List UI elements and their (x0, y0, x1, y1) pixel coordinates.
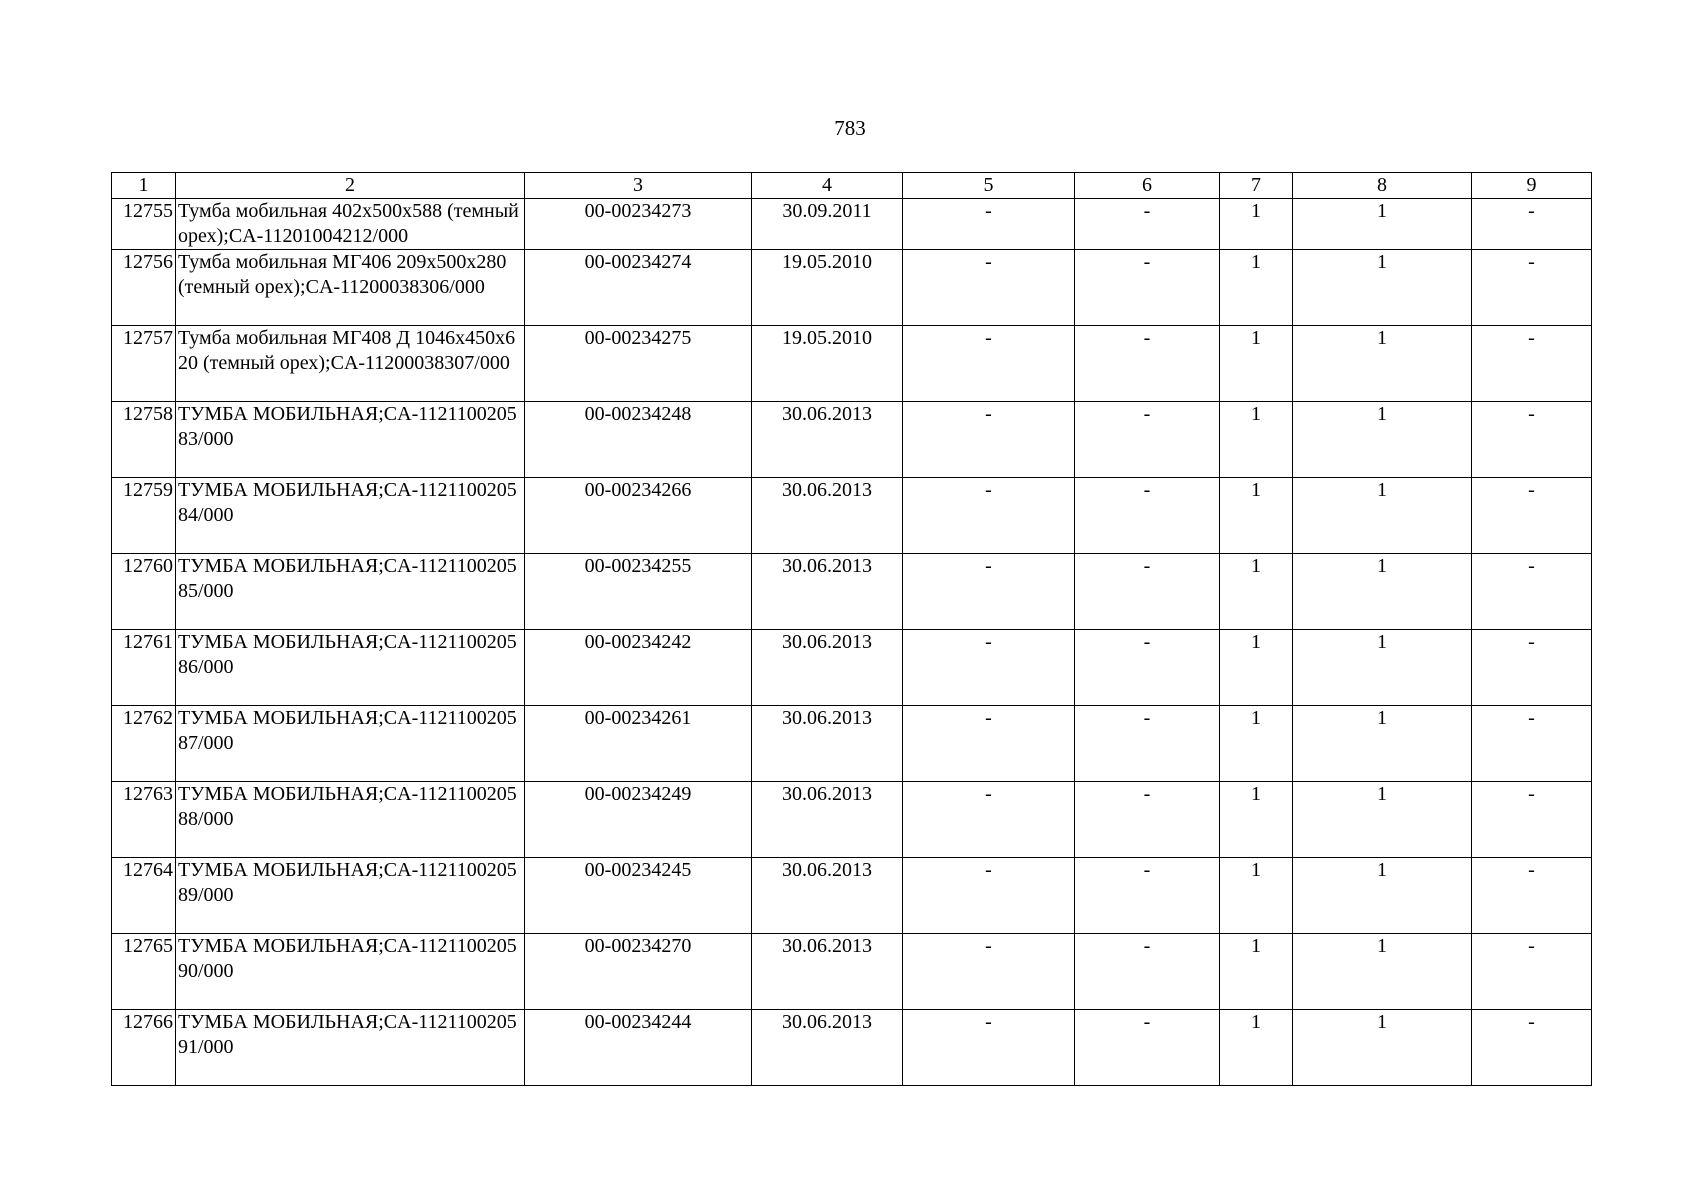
col9-cell: - (1472, 858, 1592, 934)
col8-cell: 1 (1293, 782, 1472, 858)
table-row (112, 934, 1592, 1010)
col8-cell: 1 (1293, 934, 1472, 1010)
date-cell: 30.06.2013 (752, 706, 903, 782)
col7-cell: 1 (1220, 402, 1293, 478)
col5-cell: - (903, 934, 1075, 1010)
table-row (112, 250, 1592, 326)
col7-cell: 1 (1220, 554, 1293, 630)
item-name: ТУМБА МОБИЛЬНАЯ;CA-112110020585/000 (176, 554, 525, 630)
inventory-code: 00-00234275 (525, 326, 752, 402)
table-row (112, 1010, 1592, 1086)
row-number: 12763 (112, 782, 176, 858)
row-number: 12755 (112, 199, 176, 250)
date-cell: 30.06.2013 (752, 934, 903, 1010)
date-cell: 30.06.2013 (752, 782, 903, 858)
col8-cell: 1 (1293, 402, 1472, 478)
column-header: 9 (1472, 173, 1592, 199)
item-name: ТУМБА МОБИЛЬНАЯ;CA-112110020591/000 (176, 1010, 525, 1086)
table-row (112, 706, 1592, 782)
row-number: 12766 (112, 1010, 176, 1086)
item-name: ТУМБА МОБИЛЬНАЯ;CA-112110020584/000 (176, 478, 525, 554)
col5-cell: - (903, 326, 1075, 402)
col5-cell: - (903, 554, 1075, 630)
date-cell: 30.09.2011 (752, 199, 903, 250)
item-name: ТУМБА МОБИЛЬНАЯ;CA-112110020586/000 (176, 630, 525, 706)
col5-cell: - (903, 706, 1075, 782)
col6-cell: - (1075, 934, 1220, 1010)
inventory-code: 00-00234244 (525, 1010, 752, 1086)
col6-cell: - (1075, 858, 1220, 934)
date-cell: 19.05.2010 (752, 326, 903, 402)
col8-cell: 1 (1293, 199, 1472, 250)
date-cell: 30.06.2013 (752, 402, 903, 478)
table-row (112, 199, 1592, 250)
col9-cell: - (1472, 782, 1592, 858)
col8-cell: 1 (1293, 478, 1472, 554)
item-name: Тумба мобильная МГ406 209x500x280 (темный орех);CA-11200038306/000 (176, 250, 525, 326)
inventory-code: 00-00234245 (525, 858, 752, 934)
date-cell: 30.06.2013 (752, 858, 903, 934)
item-name: ТУМБА МОБИЛЬНАЯ;CA-112110020588/000 (176, 782, 525, 858)
col6-cell: - (1075, 706, 1220, 782)
col6-cell: - (1075, 199, 1220, 250)
col9-cell: - (1472, 250, 1592, 326)
col8-cell: 1 (1293, 858, 1472, 934)
col6-cell: - (1075, 478, 1220, 554)
col9-cell: - (1472, 554, 1592, 630)
row-number: 12760 (112, 554, 176, 630)
row-number: 12764 (112, 858, 176, 934)
col6-cell: - (1075, 326, 1220, 402)
column-header: 6 (1075, 173, 1220, 199)
table-row (112, 858, 1592, 934)
col7-cell: 1 (1220, 782, 1293, 858)
col7-cell: 1 (1220, 199, 1293, 250)
item-name: Тумба мобильная МГ408 Д 1046x450x620 (темный орех);CA-11200038307/000 (176, 326, 525, 402)
inventory-code: 00-00234274 (525, 250, 752, 326)
col6-cell: - (1075, 250, 1220, 326)
inventory-code: 00-00234248 (525, 402, 752, 478)
date-cell: 30.06.2013 (752, 478, 903, 554)
column-header: 7 (1220, 173, 1293, 199)
col7-cell: 1 (1220, 1010, 1293, 1086)
table-row (112, 554, 1592, 630)
col6-cell: - (1075, 630, 1220, 706)
row-number: 12765 (112, 934, 176, 1010)
item-name: Тумба мобильная 402x500x588 (темный орех);CA-11201004212/000 (176, 199, 525, 250)
col9-cell: - (1472, 326, 1592, 402)
column-header: 1 (112, 173, 176, 199)
table-row (112, 782, 1592, 858)
page-number: 783 (834, 116, 866, 140)
col6-cell: - (1075, 402, 1220, 478)
table-row (112, 326, 1592, 402)
col8-cell: 1 (1293, 630, 1472, 706)
column-header: 8 (1293, 173, 1472, 199)
col5-cell: - (903, 250, 1075, 326)
col9-cell: - (1472, 706, 1592, 782)
col8-cell: 1 (1293, 326, 1472, 402)
date-cell: 19.05.2010 (752, 250, 903, 326)
col6-cell: - (1075, 554, 1220, 630)
col8-cell: 1 (1293, 706, 1472, 782)
col7-cell: 1 (1220, 934, 1293, 1010)
inventory-code: 00-00234273 (525, 199, 752, 250)
inventory-code: 00-00234242 (525, 630, 752, 706)
row-number: 12759 (112, 478, 176, 554)
table-row (112, 402, 1592, 478)
column-header: 4 (752, 173, 903, 199)
header-row (112, 173, 1592, 199)
col7-cell: 1 (1220, 326, 1293, 402)
col5-cell: - (903, 782, 1075, 858)
col5-cell: - (903, 1010, 1075, 1086)
col9-cell: - (1472, 402, 1592, 478)
col6-cell: - (1075, 782, 1220, 858)
column-header: 5 (903, 173, 1075, 199)
col8-cell: 1 (1293, 1010, 1472, 1086)
item-name: ТУМБА МОБИЛЬНАЯ;CA-112110020590/000 (176, 934, 525, 1010)
col7-cell: 1 (1220, 250, 1293, 326)
col6-cell: - (1075, 1010, 1220, 1086)
col8-cell: 1 (1293, 554, 1472, 630)
registry-table (111, 172, 1592, 1086)
date-cell: 30.06.2013 (752, 554, 903, 630)
col5-cell: - (903, 630, 1075, 706)
table-row (112, 630, 1592, 706)
table-row (112, 478, 1592, 554)
col5-cell: - (903, 858, 1075, 934)
column-header: 3 (525, 173, 752, 199)
col8-cell: 1 (1293, 250, 1472, 326)
inventory-code: 00-00234266 (525, 478, 752, 554)
row-number: 12757 (112, 326, 176, 402)
col7-cell: 1 (1220, 630, 1293, 706)
item-name: ТУМБА МОБИЛЬНАЯ;CA-112110020589/000 (176, 858, 525, 934)
item-name: ТУМБА МОБИЛЬНАЯ;CA-112110020583/000 (176, 402, 525, 478)
row-number: 12762 (112, 706, 176, 782)
col7-cell: 1 (1220, 858, 1293, 934)
col5-cell: - (903, 478, 1075, 554)
row-number: 12761 (112, 630, 176, 706)
col9-cell: - (1472, 199, 1592, 250)
row-number: 12756 (112, 250, 176, 326)
inventory-code: 00-00234255 (525, 554, 752, 630)
inventory-code: 00-00234270 (525, 934, 752, 1010)
row-number: 12758 (112, 402, 176, 478)
col9-cell: - (1472, 478, 1592, 554)
inventory-code: 00-00234261 (525, 706, 752, 782)
col5-cell: - (903, 402, 1075, 478)
inventory-code: 00-00234249 (525, 782, 752, 858)
column-header: 2 (176, 173, 525, 199)
col5-cell: - (903, 199, 1075, 250)
item-name: ТУМБА МОБИЛЬНАЯ;CA-112110020587/000 (176, 706, 525, 782)
col9-cell: - (1472, 1010, 1592, 1086)
date-cell: 30.06.2013 (752, 1010, 903, 1086)
col9-cell: - (1472, 934, 1592, 1010)
col7-cell: 1 (1220, 478, 1293, 554)
col9-cell: - (1472, 630, 1592, 706)
col7-cell: 1 (1220, 706, 1293, 782)
date-cell: 30.06.2013 (752, 630, 903, 706)
